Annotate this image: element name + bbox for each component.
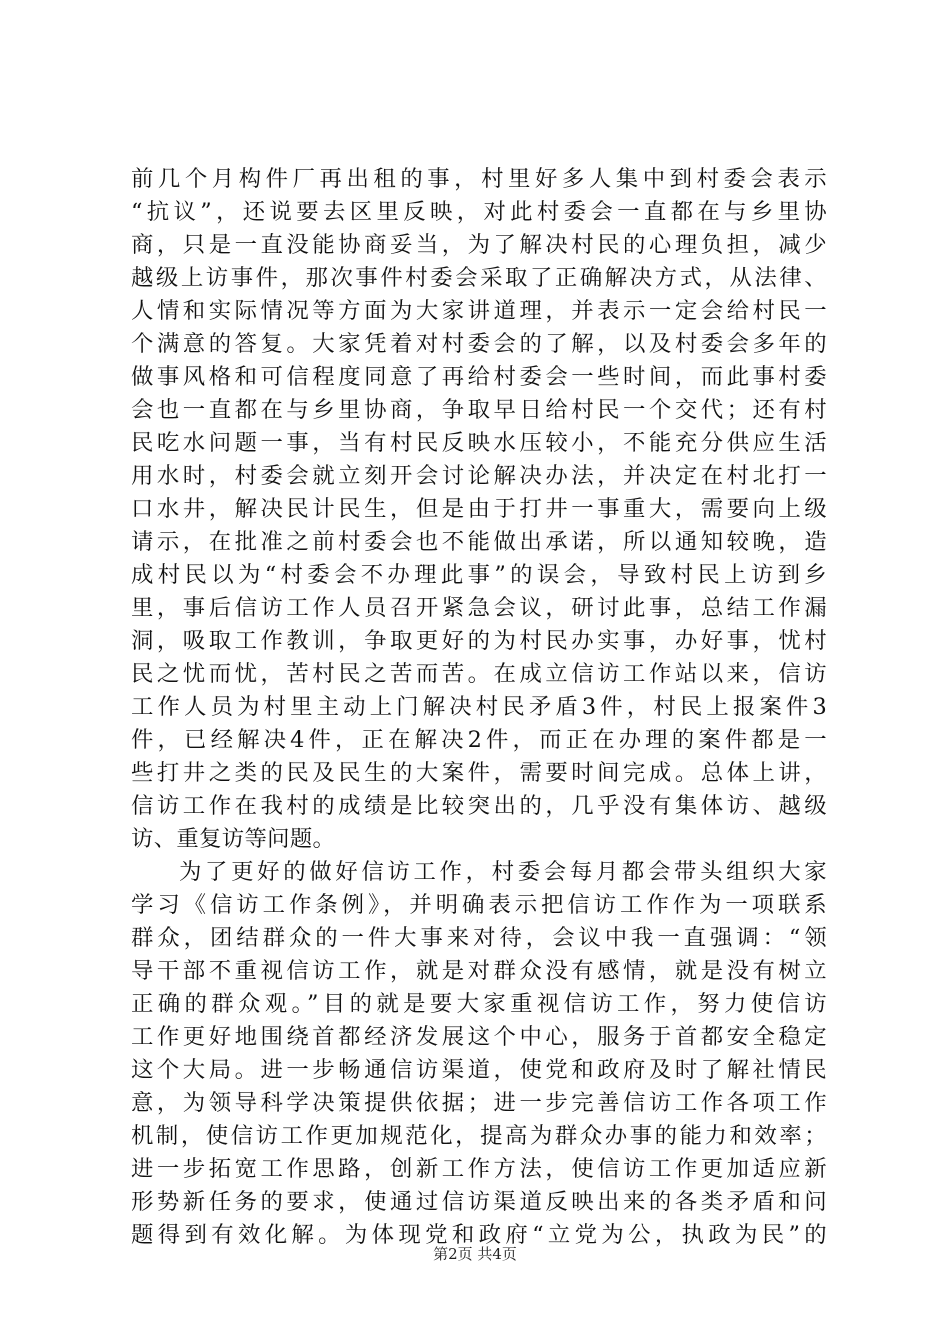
text-line: “抗议”，还说要去区里反映，对此村委会一直都在与乡里协 xyxy=(131,199,827,225)
text-line: 成村民以为“村委会不办理此事”的误会，导致村民上访到乡 xyxy=(131,562,827,588)
text-line: 题得到有效化解。为体现党和政府“立党为公，执政为民”的 xyxy=(131,1222,827,1248)
page-footer: 第2页 共4页 xyxy=(433,1245,517,1263)
text-line: 用水时，村委会就立刻开会讨论解决办法，并决定在村北打一 xyxy=(131,463,827,489)
text-line: 群众，团结群众的一件大事来对待，会议中我一直强调：“领 xyxy=(131,925,827,951)
text-line: 前几个月构件厂再出租的事，村里好多人集中到村委会表示 xyxy=(131,166,827,192)
text-line: 进一步拓宽工作思路，创新工作方法，使信访工作更加适应新 xyxy=(131,1156,827,1182)
text-line: 民吃水问题一事，当有村民反映水压较小，不能充分供应生活 xyxy=(131,430,827,456)
text-line: 里，事后信访工作人员召开紧急会议，研讨此事，总结工作漏 xyxy=(131,595,827,621)
text-line: 访、重复访等问题。 xyxy=(131,826,336,852)
text-line: 信访工作在我村的成绩是比较突出的，几乎没有集体访、越级 xyxy=(131,793,827,819)
text-line: 会也一直都在与乡里协商，争取早日给村民一个交代；还有村 xyxy=(131,397,827,423)
text-line: 做事风格和可信程度同意了再给村委会一些时间，而此事村委 xyxy=(131,364,827,390)
body-text xyxy=(131,163,827,1252)
text-line: 学习《信访工作条例》，并明确表示把信访工作作为一项联系 xyxy=(131,892,827,918)
text-line: 请示，在批准之前村委会也不能做出承诺，所以通知较晚，造 xyxy=(131,529,827,555)
text-line: 工作人员为村里主动上门解决村民矛盾3件，村民上报案件3 xyxy=(131,694,827,720)
paragraph xyxy=(131,163,827,856)
text-line: 件，已经解决4件，正在解决2件，而正在办理的案件都是一 xyxy=(131,727,827,753)
text-line: 个满意的答复。大家凭着对村委会的了解，以及村委会多年的 xyxy=(131,331,827,357)
text-line: 洞，吸取工作教训，争取更好的为村民办实事，办好事，忧村 xyxy=(131,628,827,654)
text-line: 导干部不重视信访工作，就是对群众没有感情，就是没有树立 xyxy=(131,958,827,984)
text-line: 越级上访事件，那次事件村委会采取了正确解决方式，从法律、 xyxy=(131,265,827,291)
text-line: 工作更好地围绕首都经济发展这个中心，服务于首都安全稳定 xyxy=(131,1024,827,1050)
text-line: 这个大局。进一步畅通信访渠道，使党和政府及时了解社情民 xyxy=(131,1057,827,1083)
text-line: 意，为领导科学决策提供依据；进一步完善信访工作各项工作 xyxy=(131,1090,827,1116)
text-line: 为了更好的做好信访工作，村委会每月都会带头组织大家 xyxy=(179,859,827,885)
text-line: 形势新任务的要求，使通过信访渠道反映出来的各类矛盾和问 xyxy=(131,1189,827,1215)
text-line: 人情和实际情况等方面为大家讲道理，并表示一定会给村民一 xyxy=(131,298,827,324)
text-line: 正确的群众观。”目的就是要大家重视信访工作，努力使信访 xyxy=(131,991,827,1017)
text-line: 口水井，解决民计民生，但是由于打井一事重大，需要向上级 xyxy=(131,496,827,522)
text-line: 些打井之类的民及民生的大案件，需要时间完成。总体上讲， xyxy=(131,760,827,786)
text-line: 机制，使信访工作更加规范化，提高为群众办事的能力和效率； xyxy=(131,1123,827,1149)
text-line: 商，只是一直没能协商妥当，为了解决村民的心理负担，减少 xyxy=(131,232,827,258)
text-line: 民之忧而忧，苦村民之苦而苦。在成立信访工作站以来，信访 xyxy=(131,661,827,687)
paragraph xyxy=(131,856,827,1252)
